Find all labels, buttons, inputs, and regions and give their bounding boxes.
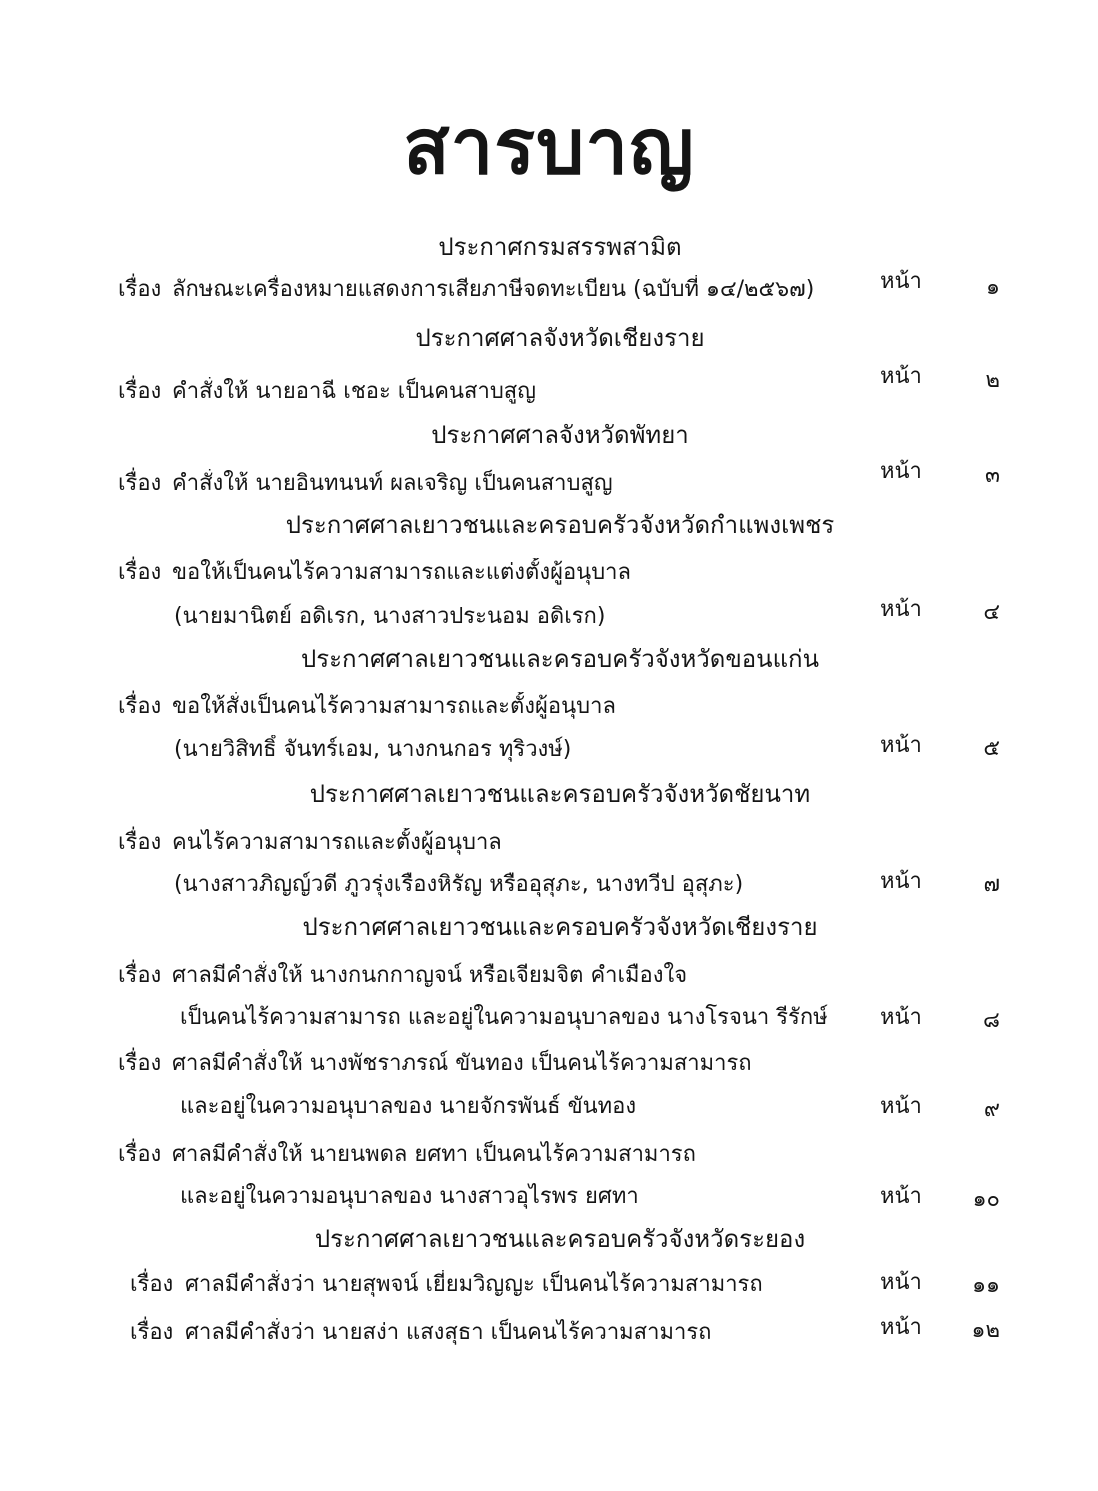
entry-label: เรื่อง [118, 379, 162, 404]
page-label: หน้า [880, 364, 922, 389]
section-heading: ประกาศศาลเยาวชนและครอบครัวจังหวัดเชียงราย [302, 913, 818, 941]
section-heading: ประกาศศาลจังหวัดเชียงราย [415, 324, 705, 352]
entry-title: ขอให้เป็นคนไร้ความสามารถและแต่งตั้งผู้อนุบาล [172, 560, 632, 585]
page-label: หน้า [880, 269, 922, 294]
entry-title-continuation: และอยู่ในความอนุบาลของ นางสาวอุไรพร ยศทา [180, 1184, 639, 1209]
page-number: ๑๑ [972, 1273, 1000, 1298]
entry-label: เรื่อง [118, 830, 162, 855]
page-title: สารบาญ [403, 102, 695, 191]
section-heading: ประกาศศาลเยาวชนและครอบครัวจังหวัดขอนแก่น [301, 645, 819, 673]
page-number: ๑๐ [972, 1187, 1000, 1212]
page-number: ๘ [983, 1008, 1000, 1033]
page-number: ๒ [985, 368, 1000, 393]
entry-label: เรื่อง [130, 1320, 174, 1345]
section-heading: ประกาศกรมสรรพสามิต [438, 233, 682, 261]
entry-title: ลักษณะเครื่องหมายแสดงการเสียภาษีจดทะเบียน (ฉบับที่ ๑๔/๒๕๖๗) [172, 277, 815, 302]
page-label: หน้า [880, 733, 922, 758]
entry-label: เรื่อง [118, 471, 162, 496]
entry-title: คนไร้ความสามารถและตั้งผู้อนุบาล [172, 830, 502, 855]
page-number: ๑๒ [971, 1318, 1000, 1343]
page-label: หน้า [880, 869, 922, 894]
page-number: ๔ [983, 600, 1000, 625]
entry-title-continuation: (นายวิสิทธิ์ จันทร์เอม, นางกนกอร ทุริวงษ์) [174, 737, 572, 762]
entry-title-continuation: (นางสาวภิญญ์วดี ภูวรุ่งเรืองหิรัญ หรืออุสุภะ, นางทวีป อุสุภะ) [174, 872, 744, 897]
section-heading: ประกาศศาลเยาวชนและครอบครัวจังหวัดระยอง [314, 1225, 806, 1253]
entry-title: ศาลมีคำสั่งว่า นายสุพจน์ เยี่ยมวิญญะ เป็นคนไร้ความสามารถ [185, 1272, 763, 1297]
entry-title: ศาลมีคำสั่งให้ นางพัชราภรณ์ ขันทอง เป็นคนไร้ความสามารถ [172, 1051, 752, 1076]
entry-label: เรื่อง [118, 963, 162, 988]
entry-title: ขอให้สั่งเป็นคนไร้ความสามารถและตั้งผู้อนุบาล [172, 694, 616, 719]
page-label: หน้า [880, 459, 922, 484]
entry-title-continuation: (นายมานิตย์ อดิเรก, นางสาวประนอม อดิเรก) [174, 604, 606, 629]
section-heading: ประกาศศาลเยาวชนและครอบครัวจังหวัดกำแพงเพชร [285, 511, 835, 539]
page-label: หน้า [880, 1184, 922, 1209]
entry-label: เรื่อง [118, 1051, 162, 1076]
section-heading: ประกาศศาลจังหวัดพัทยา [431, 421, 689, 449]
entry-title-continuation: และอยู่ในความอนุบาลของ นายจักรพันธ์ ขันทอง [180, 1094, 637, 1119]
page-label: หน้า [880, 1005, 922, 1030]
page-number: ๓ [984, 463, 1000, 488]
page-number: ๕ [983, 736, 1000, 761]
page-number: ๑ [986, 275, 1000, 300]
entry-label: เรื่อง [118, 694, 162, 719]
entry-label: เรื่อง [130, 1272, 174, 1297]
entry-title: ศาลมีคำสั่งให้ นายนพดล ยศทา เป็นคนไร้ความสามารถ [172, 1142, 696, 1167]
page-label: หน้า [880, 1094, 922, 1119]
entry-label: เรื่อง [118, 277, 162, 302]
page-label: หน้า [880, 1315, 922, 1340]
entry-title: ศาลมีคำสั่งให้ นางกนกกาญจน์ หรือเจียมจิต คำเมืองใจ [172, 963, 688, 988]
entry-title: คำสั่งให้ นายอินทนนท์ ผลเจริญ เป็นคนสาบสูญ [172, 471, 613, 496]
section-heading: ประกาศศาลเยาวชนและครอบครัวจังหวัดชัยนาท [309, 780, 811, 808]
entry-title-continuation: เป็นคนไร้ความสามารถ และอยู่ในความอนุบาลของ นางโรจนา รีรักษ์ [180, 1005, 828, 1030]
entry-label: เรื่อง [118, 560, 162, 585]
entry-title: ศาลมีคำสั่งว่า นายสง่า แสงสุธา เป็นคนไร้ความสามารถ [185, 1320, 712, 1345]
page-number: ๙ [983, 1097, 1000, 1122]
entry-label: เรื่อง [118, 1142, 162, 1167]
page-label: หน้า [880, 597, 922, 622]
page-label: หน้า [880, 1270, 922, 1295]
entry-title: คำสั่งให้ นายอาฉี เชอะ เป็นคนสาบสูญ [172, 379, 536, 404]
page-number: ๗ [983, 872, 1000, 897]
